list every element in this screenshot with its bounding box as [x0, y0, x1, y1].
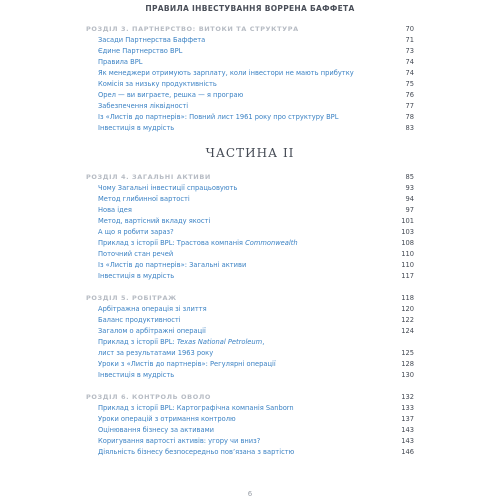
toc-entry-label: Комісія за низьку продуктивність	[98, 80, 217, 88]
toc-entry-label: Єдине Партнерство BPL	[98, 47, 183, 55]
toc-chapter-row[interactable]	[86, 293, 414, 304]
toc-page-number: 103	[401, 228, 414, 236]
toc-entry-label: Уроки операцій з отримання контролю	[98, 415, 236, 423]
toc-entry-label: Метод глибинної вартості	[98, 195, 190, 203]
toc-entry-row[interactable]	[86, 447, 414, 458]
toc-entry-row[interactable]	[86, 238, 414, 249]
toc-entry-row[interactable]	[86, 403, 414, 414]
toc-entry-label: Арбітражна операція зі злиття	[98, 305, 207, 313]
toc-page-number: 73	[405, 47, 414, 55]
toc-page-number: 94	[405, 195, 414, 203]
toc-page-number: 120	[401, 305, 414, 313]
toc-page-number: 75	[405, 80, 414, 88]
toc-page-number: 124	[401, 327, 414, 335]
toc-entry-label: Оцінювання бізнесу за активами	[98, 426, 214, 434]
toc-chapter-label: РОЗДІЛ 4. ЗАГАЛЬНІ АКТИВИ	[86, 173, 211, 181]
toc-chapter-label: РОЗДІЛ 5. РОБІТРАЖ	[86, 294, 177, 302]
toc-entry-row[interactable]	[86, 304, 414, 315]
toc-entry-label: Уроки з «Листів до партнерів»: Регулярні операції	[98, 360, 276, 368]
toc-page-number: 110	[401, 261, 414, 269]
toc-entry-row[interactable]	[86, 216, 414, 227]
toc-page-number: 122	[401, 316, 414, 324]
toc-entry-label: Інвестиція в мудрість	[98, 124, 175, 132]
toc-chapter-label: РОЗДІЛ 3. ПАРТНЕРСТВО: ВИТОКИ ТА СТРУКТУРА	[86, 25, 299, 33]
toc-entry-label: Інвестиція в мудрість	[98, 272, 175, 280]
toc-entry-label: Інвестиція в мудрість	[98, 371, 175, 379]
toc-entry-row[interactable]	[86, 123, 414, 134]
toc-entry-label: Із «Листів до партнерів»: Загальні активи	[98, 261, 247, 269]
toc-entry-row[interactable]	[86, 436, 414, 447]
toc-entry-row[interactable]	[86, 326, 414, 337]
toc-page-number: 108	[401, 239, 414, 247]
toc-entry-label: Як менеджери отримують зарплату, коли інвестори не мають прибутку	[98, 69, 354, 77]
toc-entry-label: Приклад з історії BPL: Texas National Petroleum,	[98, 338, 265, 346]
toc-entry-row[interactable]	[86, 57, 414, 68]
toc-entry-row[interactable]	[86, 271, 414, 282]
toc-entry-label: лист за результатами 1963 року	[98, 349, 214, 357]
toc-entry-label: Коригування вартості активів: угору чи вниз?	[98, 437, 261, 445]
toc-entry-row[interactable]	[86, 79, 414, 90]
toc-chapter-label: РОЗДІЛ 6. КОНТРОЛЬ ОВОЛО	[86, 393, 211, 401]
toc-entry-row[interactable]	[86, 425, 414, 436]
toc-page-number: 146	[401, 448, 414, 456]
toc-entry-label: А що я робити зараз?	[98, 228, 174, 236]
toc-entry-label: Метод, вартісний вкладу якості	[98, 217, 211, 225]
toc-entry-row[interactable]	[86, 359, 414, 370]
toc-entry-row[interactable]	[86, 249, 414, 260]
toc-entry-row[interactable]	[86, 101, 414, 112]
toc-chapter-row[interactable]	[86, 392, 414, 403]
toc-page-number: 97	[405, 206, 414, 214]
toc-page-number: 110	[401, 250, 414, 258]
toc-entry-row[interactable]	[86, 90, 414, 101]
toc-page-number: 133	[401, 404, 414, 412]
toc-page-number: 143	[401, 426, 414, 434]
toc-entry-label: Із «Листів до партнерів»: Повний лист 1961 року про структуру BPL	[98, 113, 339, 121]
toc-page-number: 137	[401, 415, 414, 423]
toc-entry-label: Приклад з історії BPL: Картографічна компанія Sanborn	[98, 404, 294, 412]
toc-page-number: 76	[405, 91, 414, 99]
toc-page-number: 93	[405, 184, 414, 192]
toc-entry-label: Баланс продуктивності	[98, 316, 181, 324]
running-title: ПРАВИЛА ІНВЕСТУВАННЯ ВОРРЕНА БАФФЕТА	[145, 4, 355, 13]
toc-page-number: 70	[405, 25, 414, 33]
toc-entry-row[interactable]	[86, 35, 414, 46]
toc-entry-row[interactable]	[86, 414, 414, 425]
toc-page-number: 118	[401, 294, 414, 302]
part-title: ЧАСТИНА II	[205, 146, 295, 160]
toc-entry-label: Діяльність бізнесу безпосередньо пов’язана з вартістю	[98, 448, 295, 456]
toc-entry-label: Приклад з історії BPL: Трастова компанія Commonwealth	[98, 239, 298, 247]
toc-entry-row[interactable]	[86, 46, 414, 57]
page-number: 6	[247, 490, 253, 498]
toc-entry-label: Чому Загальні інвестиції спрацьовують	[98, 184, 238, 192]
toc-entry-label: Нова ідея	[98, 206, 132, 214]
toc-entry-row[interactable]	[86, 337, 414, 348]
toc-entry-label: Забезпечення ліквідності	[98, 102, 189, 110]
toc-page-number: 83	[405, 124, 414, 132]
toc-entry-row[interactable]	[86, 227, 414, 238]
toc-page-number: 74	[405, 58, 414, 66]
toc-entry-row[interactable]	[86, 205, 414, 216]
toc-page-number: 143	[401, 437, 414, 445]
toc-page-number: 101	[401, 217, 414, 225]
toc-page-number: 132	[401, 393, 414, 401]
toc-page-number: 71	[405, 36, 414, 44]
toc-entry-row[interactable]	[86, 112, 414, 123]
toc-entry-row[interactable]	[86, 68, 414, 79]
toc-page-number: 74	[405, 69, 414, 77]
toc-page-number: 130	[401, 371, 414, 379]
toc-page-number: 117	[401, 272, 414, 280]
toc-page-number: 78	[405, 113, 414, 121]
toc-entry-row[interactable]	[86, 315, 414, 326]
toc-entry-row[interactable]	[86, 194, 414, 205]
toc-entry-row[interactable]	[86, 348, 414, 359]
toc-chapter-row[interactable]	[86, 172, 414, 183]
toc-entry-label: Правила BPL	[98, 58, 143, 66]
toc-page-number: 77	[405, 102, 414, 110]
toc-page-number: 85	[405, 173, 414, 181]
toc-entry-row[interactable]	[86, 260, 414, 271]
toc-entry-label: Загалом о арбітражні операції	[98, 327, 206, 335]
toc-entry-label: Засади Партнерства Баффета	[98, 36, 206, 44]
toc-chapter-row[interactable]	[86, 24, 414, 35]
toc-entry-label: Орел — ви виграєте, решка — я програю	[98, 91, 244, 99]
toc-page-number: 125	[401, 349, 414, 357]
toc-entry-row[interactable]	[86, 183, 414, 194]
toc-entry-label: Поточний стан речей	[98, 250, 174, 258]
toc-page-number: 128	[401, 360, 414, 368]
toc-entry-row[interactable]	[86, 370, 414, 381]
